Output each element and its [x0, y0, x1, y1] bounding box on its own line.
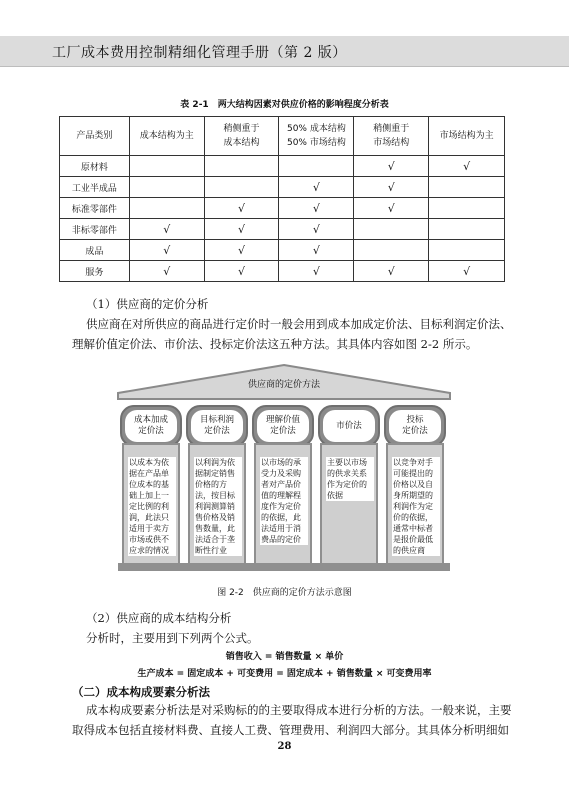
check-cell	[429, 198, 505, 219]
check-cell: √	[204, 219, 279, 240]
check-cell: √	[279, 177, 354, 198]
check-cell	[129, 198, 204, 219]
category-cell: 原材料	[60, 156, 130, 177]
category-cell: 非标零部件	[60, 219, 130, 240]
check-cell	[204, 177, 279, 198]
check-cell: √	[279, 219, 354, 240]
table-row	[60, 177, 505, 198]
category-cell: 服务	[60, 261, 130, 282]
pillar-head	[384, 405, 446, 447]
header-cell: 稍侧重于 市场结构	[354, 117, 429, 156]
check-cell: √	[204, 240, 279, 261]
check-cell	[354, 240, 429, 261]
paragraph-line: 理解价值定价法、市价法、投标定价法这五种方法。其具体内容如图 2-2 所示。	[72, 337, 478, 351]
pillar-body	[320, 443, 378, 567]
table-row	[60, 198, 505, 219]
check-cell	[429, 240, 505, 261]
check-cell	[429, 177, 505, 198]
pillar-body	[188, 443, 246, 567]
pillar-description: 以成本为依据在产品单位成本的基础上加上一定比例的利润，此法只适用于卖方市场或供不应求的情况	[128, 457, 176, 556]
pillar-title: 成本加成	[133, 415, 168, 425]
check-cell	[129, 177, 204, 198]
pillar-title: 市价法	[336, 420, 362, 431]
pillar-title: 定价法	[204, 426, 230, 436]
pillar-title: 目标利润	[199, 415, 234, 425]
pillar-title: 定价法	[402, 426, 428, 436]
formula-production-cost: 生产成本 = 固定成本 + 可变费用 = 固定成本 + 销售数量 × 可变费用率	[137, 669, 432, 679]
pillar-title: 理解价值	[265, 415, 300, 425]
check-cell: √	[354, 261, 429, 282]
figure-caption: 图 2-2 供应商的定价方法示意图	[217, 588, 352, 598]
table-caption: 表 2-1 两大结构因素对供应价格的影响程度分析表	[180, 100, 389, 110]
pillar-body	[254, 443, 312, 567]
diagram-base	[118, 563, 450, 571]
check-cell: √	[279, 261, 354, 282]
table-row	[60, 240, 505, 261]
check-cell	[204, 156, 279, 177]
check-cell	[429, 219, 505, 240]
pillar-description: 主要以市场的供求关系作为定价的依据	[326, 457, 374, 501]
section-heading-cost-elements: （二）成本构成要素分析法	[72, 685, 210, 699]
paragraph-line: 供应商在对所供应的商品进行定价时一般会用到成本加成定价法、目标利润定价法、	[86, 317, 512, 331]
check-cell: √	[354, 198, 429, 219]
header-cell: 产品类别	[60, 117, 130, 156]
book-title: 工厂成本费用控制精细化管理手册（第 2 版）	[52, 45, 347, 61]
check-cell: √	[279, 240, 354, 261]
pillar-head	[120, 405, 182, 447]
header-cell: 稍侧重于 成本结构	[204, 117, 279, 156]
pillar-description: 以市场的承受力及采购者对产品价值的理解程度作为定价的依据，此法适用于消费品的定价	[260, 457, 308, 545]
table-row	[60, 156, 505, 177]
table-row	[60, 261, 505, 282]
category-cell: 成品	[60, 240, 130, 261]
pillar-head	[318, 405, 380, 447]
check-cell: √	[354, 177, 429, 198]
price-influence-table	[59, 116, 505, 282]
page-number: 28	[277, 741, 292, 752]
header-cell: 市场结构为主	[429, 117, 505, 156]
header-cell: 50% 成本结构 50% 市场结构	[279, 117, 354, 156]
check-cell	[129, 156, 204, 177]
pricing-methods-diagram	[116, 363, 452, 571]
check-cell: √	[354, 156, 429, 177]
formula-revenue: 销售收入 = 销售数量 × 单价	[225, 652, 344, 662]
diagram-title: 供应商的定价方法	[247, 380, 320, 390]
check-cell: √	[429, 261, 505, 282]
section-heading-pricing: （1）供应商的定价分析	[86, 297, 209, 311]
pillar-title: 投标	[406, 415, 424, 425]
pillar-head	[252, 405, 314, 447]
paragraph-line: 分析时，主要用到下列两个公式。	[86, 631, 259, 645]
check-cell: √	[204, 261, 279, 282]
check-cell: √	[129, 261, 204, 282]
pillar-title: 定价法	[138, 426, 164, 436]
table-header-row	[60, 117, 505, 156]
pillar-body	[122, 443, 180, 567]
pillar-description: 以利润为依据制定销售价格的方法，按目标利润测算销售价格及销售数量，此法适合于垄断性行业	[194, 457, 242, 556]
category-cell: 工业半成品	[60, 177, 130, 198]
category-cell: 标准零部件	[60, 198, 130, 219]
check-cell: √	[129, 219, 204, 240]
header-cell: 成本结构为主	[129, 117, 204, 156]
check-cell: √	[429, 156, 505, 177]
pillar-body	[386, 443, 444, 567]
check-cell	[354, 219, 429, 240]
check-cell: √	[279, 198, 354, 219]
section-heading-cost-structure: （2）供应商的成本结构分析	[86, 611, 232, 625]
paragraph-line: 取得成本包括直接材料费、直接人工费、管理费用、利润四大部分。其具体分析明细如	[72, 723, 509, 737]
check-cell	[279, 156, 354, 177]
check-cell: √	[129, 240, 204, 261]
pillar-description: 以竞争对手可能提出的价格以及自身所期望的利润作为定价的依据，通常中标者是报价最低的供应商	[392, 457, 440, 556]
paragraph-line: 成本构成要素分析法是对采购标的的主要取得成本进行分析的方法。一般来说，主要	[86, 703, 512, 717]
pillar-head	[186, 405, 248, 447]
pillar-title: 定价法	[270, 426, 296, 436]
table-row	[60, 219, 505, 240]
check-cell: √	[204, 198, 279, 219]
